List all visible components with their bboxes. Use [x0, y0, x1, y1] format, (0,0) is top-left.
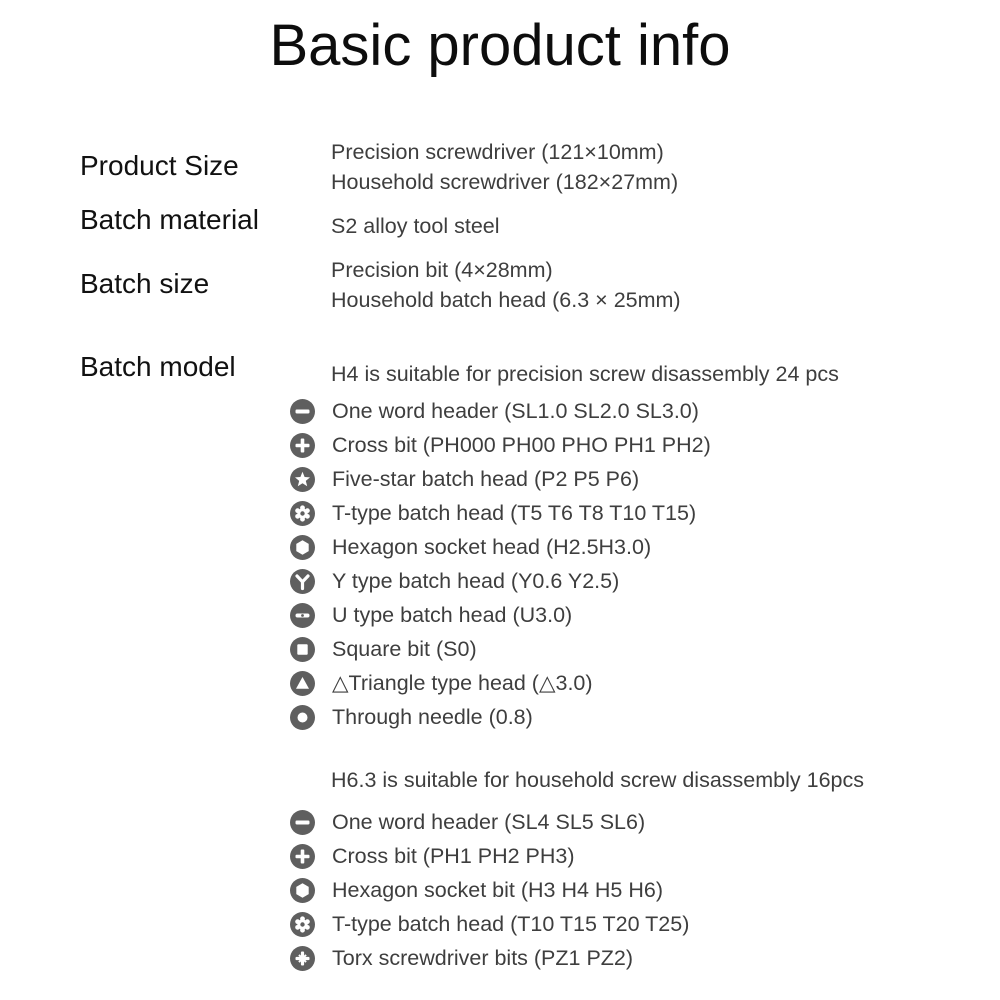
list-item: [290, 909, 689, 939]
star-icon: [290, 467, 315, 492]
y-type-icon: [290, 569, 315, 594]
list-item-label: T-type batch head (T10 T15 T20 T25): [332, 911, 690, 936]
list-item: [290, 668, 593, 698]
household-heading: H6.3 is suitable for household screw disassembly 16pcs: [331, 768, 864, 792]
batch-size-household: Household batch head (6.3 × 25mm): [331, 288, 681, 312]
precision-heading: H4 is suitable for precision screw disassembly 24 pcs: [331, 362, 839, 386]
cross-icon: [290, 433, 315, 458]
list-item-label: Through needle (0.8): [332, 704, 533, 729]
list-item-label: Five-star batch head (P2 P5 P6): [332, 466, 640, 491]
triangle-icon: [290, 671, 315, 696]
u-type-icon: [290, 603, 315, 628]
product-size-label: Product Size: [80, 150, 239, 181]
batch-size-precision: Precision bit (4×28mm): [331, 258, 553, 282]
square-icon: [290, 637, 315, 662]
list-item-label: One word header (SL4 SL5 SL6): [332, 809, 646, 834]
list-item-label: Cross bit (PH000 PH00 PHO PH1 PH2): [332, 432, 711, 457]
list-item-label: Hexagon socket bit (H3 H4 H5 H6): [332, 877, 664, 902]
hexagon-icon: [290, 535, 315, 560]
slotted-icon: [290, 810, 315, 835]
list-item-label: Y type batch head (Y0.6 Y2.5): [332, 568, 620, 593]
batch-size-label: Batch size: [80, 268, 210, 299]
slotted-icon: [290, 399, 315, 424]
list-item: [290, 396, 699, 426]
list-item-label: U type batch head (U3.0): [332, 602, 573, 627]
list-item: [290, 943, 633, 973]
list-item: [290, 875, 663, 905]
list-item: [290, 841, 575, 871]
list-item-label: Torx screwdriver bits (PZ1 PZ2): [332, 945, 634, 970]
cross-icon: [290, 844, 315, 869]
list-item: [290, 807, 645, 837]
torx-icon: [290, 912, 315, 937]
list-item-label: T-type batch head (T5 T6 T8 T10 T15): [332, 500, 697, 525]
list-item-label: Cross bit (PH1 PH2 PH3): [332, 843, 575, 868]
pozi-icon: [290, 946, 315, 971]
list-item: [290, 634, 477, 664]
list-item: [290, 430, 711, 460]
torx-icon: [290, 501, 315, 526]
list-item: [290, 566, 619, 596]
product-size-household: Household screwdriver (182×27mm): [331, 170, 679, 194]
list-item: [290, 498, 696, 528]
list-item: [290, 702, 533, 732]
list-item: [290, 464, 639, 494]
hexagon-icon: [290, 878, 315, 903]
page-title: Basic product info: [269, 13, 731, 78]
batch-material-value: S2 alloy tool steel: [331, 214, 500, 238]
batch-model-label: Batch model: [80, 351, 236, 382]
list-item: [290, 532, 651, 562]
product-size-precision: Precision screwdriver (121×10mm): [331, 140, 664, 164]
list-item-label: △Triangle type head (△3.0): [332, 670, 593, 695]
list-item-label: Hexagon socket head (H2.5H3.0): [332, 534, 652, 559]
list-item-label: One word header (SL1.0 SL2.0 SL3.0): [332, 398, 699, 423]
list-item-label: Square bit (S0): [332, 636, 477, 661]
list-item: [290, 600, 572, 630]
batch-material-label: Batch material: [80, 204, 259, 235]
needle-icon: [290, 705, 315, 730]
